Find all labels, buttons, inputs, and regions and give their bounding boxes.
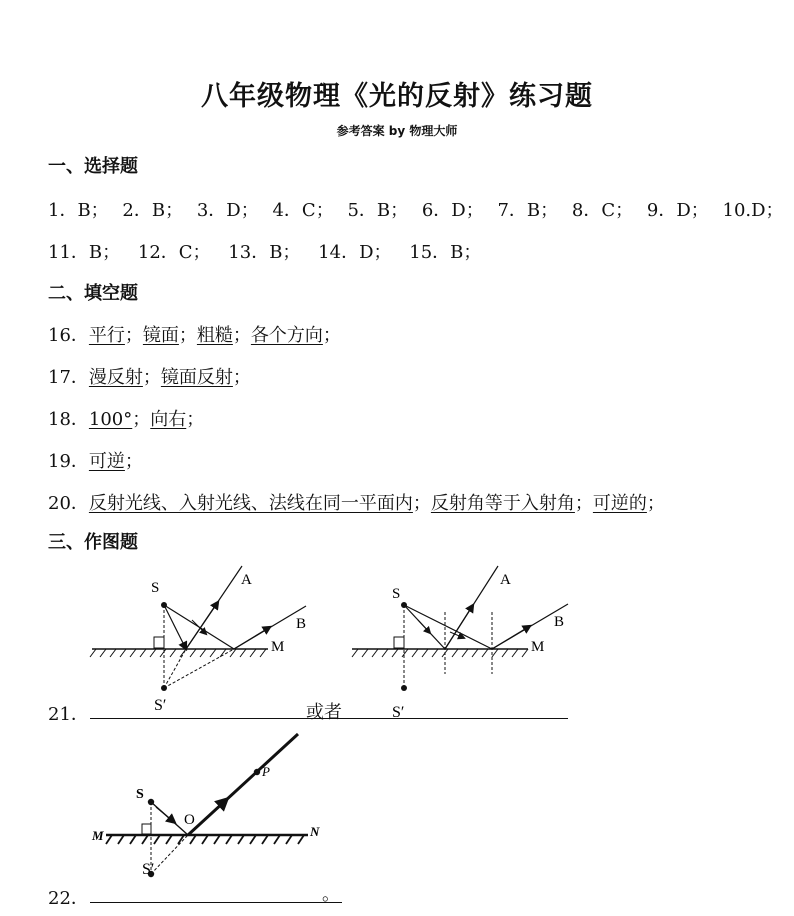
- question-number: 16．: [48, 325, 89, 346]
- incident-arrow: [418, 620, 430, 633]
- question-number: 19．: [48, 451, 89, 472]
- answer-blank: 可逆的: [592, 493, 647, 514]
- label-a: A: [500, 572, 511, 588]
- mirror-hatching: [90, 649, 266, 657]
- label-m: M: [271, 639, 285, 655]
- section-heading-drawing: 三、作图题: [48, 532, 138, 553]
- answer-22-blank: [90, 902, 342, 903]
- label-n: N: [310, 824, 320, 839]
- answer-9: 9．D；: [646, 200, 709, 221]
- right-angle-mark: [142, 824, 151, 834]
- answer-blank: 平行: [88, 325, 125, 346]
- incident-arrow: [156, 807, 174, 822]
- answer-13: 13．B；: [228, 242, 301, 263]
- reflection-diagram-2: [350, 562, 590, 721]
- answer-20: 20．反射光线、入射光线、法线在同一平面内；反射角等于入射角；可逆的；: [48, 493, 665, 514]
- answer-blank: 向右: [150, 409, 187, 430]
- answer-blank: 反射角等于入射角: [430, 493, 575, 514]
- answer-7: 7．B；: [497, 200, 559, 221]
- question-number: 18．: [48, 409, 89, 430]
- answer-blank: 100°: [88, 409, 133, 430]
- point-p: [254, 769, 260, 775]
- point-s-prime: [401, 685, 407, 691]
- answer-17: 17．漫反射；镜面反射；: [48, 367, 251, 388]
- answer-blank: 镜面反射: [160, 367, 233, 388]
- answer-4: 4．C；: [272, 200, 334, 221]
- reflected-arrow-b: [234, 627, 270, 649]
- answer-18: 18．100°；向右；: [48, 409, 205, 430]
- right-angle-mark: [154, 637, 164, 648]
- choice-answers-row-1: [48, 196, 792, 222]
- answer-19: 19．可逆；: [48, 451, 143, 472]
- label-s-prime: S′: [392, 704, 405, 721]
- answer-14: 14．D；: [318, 242, 392, 263]
- label-s-prime: S′: [142, 861, 155, 878]
- mirror-hatching: [352, 649, 528, 657]
- answer-16: 16．平行；镜面；粗糙；各个方向；: [48, 325, 341, 346]
- answer-21-number: 21．: [48, 704, 89, 725]
- answer-blank: 反射光线、入射光线、法线在同一平面内: [88, 493, 413, 514]
- reflected-arrow: [198, 800, 226, 826]
- answer-11: 11．B；: [48, 242, 121, 263]
- label-p: P: [262, 764, 270, 779]
- question-number: 20．: [48, 493, 89, 514]
- mirror-hatching: [106, 835, 304, 844]
- label-s: S: [151, 580, 160, 596]
- answer-blank: 各个方向: [250, 325, 323, 346]
- answer-blank: 粗糙: [196, 325, 233, 346]
- question-number: 17．: [48, 367, 89, 388]
- section-heading-fill: 二、填空题: [48, 283, 138, 304]
- label-a: A: [241, 572, 252, 588]
- answer-22-end: 。: [322, 884, 340, 905]
- answer-5: 5．B；: [347, 200, 409, 221]
- answer-12: 12．C；: [137, 242, 211, 263]
- incident-ray-2: [404, 605, 492, 649]
- answer-10: 10.D；: [722, 200, 784, 221]
- answer-2: 2．B；: [122, 200, 184, 221]
- page-subtitle: 参考答案 by 物理大师: [336, 124, 458, 138]
- right-angle-mark: [394, 637, 404, 648]
- section-heading-choice: 一、选择题: [48, 156, 138, 177]
- label-o: O: [184, 812, 195, 828]
- reflected-arrow-a: [186, 602, 218, 649]
- label-s: S: [392, 586, 401, 602]
- answer-1: 1．B；: [48, 200, 109, 221]
- answer-blank: 可逆: [88, 451, 125, 472]
- answer-8: 8．C；: [571, 200, 634, 221]
- label-b: B: [296, 616, 307, 632]
- label-s-prime: S′: [154, 697, 167, 714]
- label-s: S: [136, 787, 144, 802]
- answer-blank: 漫反射: [88, 367, 143, 388]
- choice-answers-row-2: [48, 238, 489, 264]
- answer-blank: 镜面: [142, 325, 179, 346]
- label-m: M: [92, 828, 104, 843]
- reflection-diagram-1: [88, 562, 328, 712]
- label-m: M: [531, 639, 545, 655]
- answer-15: 15．B；: [409, 242, 482, 263]
- answer-21-connector: 或者: [306, 702, 342, 723]
- answer-22-number: 22．: [48, 888, 89, 909]
- reflection-diagram-3: [86, 728, 336, 878]
- answer-3: 3．D；: [196, 200, 259, 221]
- page-title: 八年级物理《光的反射》练习题: [201, 81, 593, 112]
- reflected-arrow-b: [492, 626, 530, 649]
- label-b: B: [554, 614, 565, 630]
- answer-6: 6．D；: [421, 200, 484, 221]
